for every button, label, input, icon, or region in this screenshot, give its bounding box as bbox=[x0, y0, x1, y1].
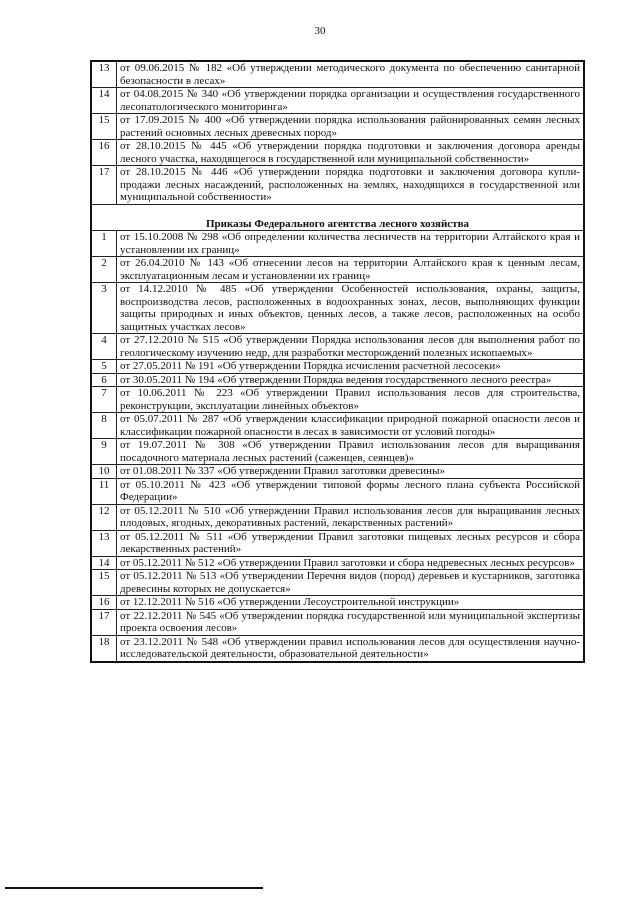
row-number: 16 bbox=[91, 140, 117, 166]
table-row bbox=[91, 570, 584, 596]
row-text: от 27.12.2010 № 515 «Об утверждении Порядка использования лесов для выполнения работ по геологическому изучению недр, для разработки месторождений полезных ископаемых» bbox=[117, 334, 585, 360]
row-number: 7 bbox=[91, 387, 117, 413]
row-text: от 05.12.2011 № 512 «Об утверждении Правил заготовки и сбора недревесных лесных ресурсов» bbox=[117, 556, 585, 570]
table-row bbox=[91, 231, 584, 257]
row-text: от 30.05.2011 № 194 «Об утверждении Порядка ведения государственного лесного реестра» bbox=[117, 373, 585, 387]
table-row bbox=[91, 504, 584, 530]
footnote-rule bbox=[5, 887, 263, 889]
row-text: от 22.12.2011 № 545 «Об утверждении порядка государственной или муниципальной экспертизы проекта освоения лесов» bbox=[117, 609, 585, 635]
row-text: от 28.10.2015 № 446 «Об утверждении порядка подготовки и заключения договора купли-продажи лесных насаждений, расположенных на землях, находящихся в государственной или муниципальной собственности» bbox=[117, 166, 585, 205]
row-number: 18 bbox=[91, 635, 117, 662]
table-row bbox=[91, 373, 584, 387]
row-text: от 26.04.2010 № 143 «Об отнесении лесов на территории Алтайского края к ценным лесам, эксплуатационным лесам и установлении их границ» bbox=[117, 257, 585, 283]
table-row bbox=[91, 360, 584, 374]
table-row bbox=[91, 596, 584, 610]
section-header-row bbox=[91, 204, 584, 231]
row-number: 8 bbox=[91, 413, 117, 439]
row-number: 14 bbox=[91, 88, 117, 114]
row-text: от 23.12.2011 № 548 «Об утверждении правил использования лесов для осуществления научно-исследовательской деятельности, образовательной деятельности» bbox=[117, 635, 585, 662]
table-row bbox=[91, 283, 584, 334]
row-text: от 14.12.2010 № 485 «Об утверждении Особенностей использования, охраны, защиты, воспроизводства лесов, расположенных в водоохранных зонах, лесов, выполняющих функции защиты природных и иных объектов, ценных лесов, а также лесов, расположенных на особо защитных участках лесов» bbox=[117, 283, 585, 334]
row-number: 14 bbox=[91, 556, 117, 570]
row-text: от 05.12.2011 № 511 «Об утверждении Правил заготовки пищевых лесных ресурсов и сбора лекарственных растений» bbox=[117, 530, 585, 556]
row-text: от 05.12.2011 № 510 «Об утверждении Правил использования лесов для выращивания лесных плодовых, ягодных, декоративных растений, лекарственных растений» bbox=[117, 504, 585, 530]
table-row bbox=[91, 114, 584, 140]
section-title: Приказы Федерального агентства лесного хозяйства bbox=[91, 204, 584, 231]
row-text: от 12.12.2011 № 516 «Об утверждении Лесоустроительной инструкции» bbox=[117, 596, 585, 610]
row-number: 6 bbox=[91, 373, 117, 387]
row-text: от 04.08.2015 № 340 «Об утверждении порядка организации и осуществления государственного лесопатологического мониторинга» bbox=[117, 88, 585, 114]
table-row bbox=[91, 609, 584, 635]
row-number: 10 bbox=[91, 465, 117, 479]
row-text: от 19.07.2011 № 308 «Об утверждении Правил использования лесов для выращивания посадочного материала лесных растений (саженцев, сеянцев)» bbox=[117, 439, 585, 465]
row-text: от 01.08.2011 № 337 «Об утверждении Правил заготовки древесины» bbox=[117, 465, 585, 479]
orders-table-body bbox=[91, 61, 584, 662]
row-text: от 27.05.2011 № 191 «Об утверждении Порядка исчисления расчетной лесосеки» bbox=[117, 360, 585, 374]
row-number: 11 bbox=[91, 478, 117, 504]
table-row bbox=[91, 465, 584, 479]
row-text: от 05.12.2011 № 513 «Об утверждении Перечня видов (пород) деревьев и кустарников, заготовка древесины которых не допускается» bbox=[117, 570, 585, 596]
orders-table bbox=[90, 60, 585, 663]
row-text: от 15.10.2008 № 298 «Об определении количества лесничеств на территории Алтайского края и установлении их границ» bbox=[117, 231, 585, 257]
table-row bbox=[91, 61, 584, 88]
table-row bbox=[91, 413, 584, 439]
row-number: 3 bbox=[91, 283, 117, 334]
row-number: 17 bbox=[91, 166, 117, 205]
row-number: 13 bbox=[91, 530, 117, 556]
table-row bbox=[91, 530, 584, 556]
row-text: от 28.10.2015 № 445 «Об утверждении порядка подготовки и заключения договора аренды лесного участка, находящегося в государственной или муниципальной собственности» bbox=[117, 140, 585, 166]
row-number: 15 bbox=[91, 570, 117, 596]
row-number: 1 bbox=[91, 231, 117, 257]
row-text: от 05.10.2011 № 423 «Об утверждении типовой формы лесного плана субъекта Российской Федерации» bbox=[117, 478, 585, 504]
table-row bbox=[91, 635, 584, 662]
table-row bbox=[91, 387, 584, 413]
row-number: 4 bbox=[91, 334, 117, 360]
row-text: от 10.06.2011 № 223 «Об утверждении Правил использования лесов для строительства, реконструкции, эксплуатации линейных объектов» bbox=[117, 387, 585, 413]
row-text: от 05.07.2011 № 287 «Об утверждении классификации природной пожарной опасности лесов и классификации пожарной опасности в лесах в зависимости от условий погоды» bbox=[117, 413, 585, 439]
row-text: от 09.06.2015 № 182 «Об утверждении методического документа по обеспечению санитарной безопасности в лесах» bbox=[117, 61, 585, 88]
row-number: 16 bbox=[91, 596, 117, 610]
table-row bbox=[91, 334, 584, 360]
row-number: 13 bbox=[91, 61, 117, 88]
table-row bbox=[91, 439, 584, 465]
row-number: 9 bbox=[91, 439, 117, 465]
table-row bbox=[91, 166, 584, 205]
table-row bbox=[91, 140, 584, 166]
row-text: от 17.09.2015 № 400 «Об утверждении порядка использования районированных семян лесных растений основных лесных древесных пород» bbox=[117, 114, 585, 140]
row-number: 17 bbox=[91, 609, 117, 635]
table-row bbox=[91, 478, 584, 504]
page-number: 30 bbox=[314, 25, 326, 37]
row-number: 15 bbox=[91, 114, 117, 140]
table-row bbox=[91, 257, 584, 283]
row-number: 2 bbox=[91, 257, 117, 283]
table-row bbox=[91, 556, 584, 570]
table-row bbox=[91, 88, 584, 114]
row-number: 12 bbox=[91, 504, 117, 530]
row-number: 5 bbox=[91, 360, 117, 374]
